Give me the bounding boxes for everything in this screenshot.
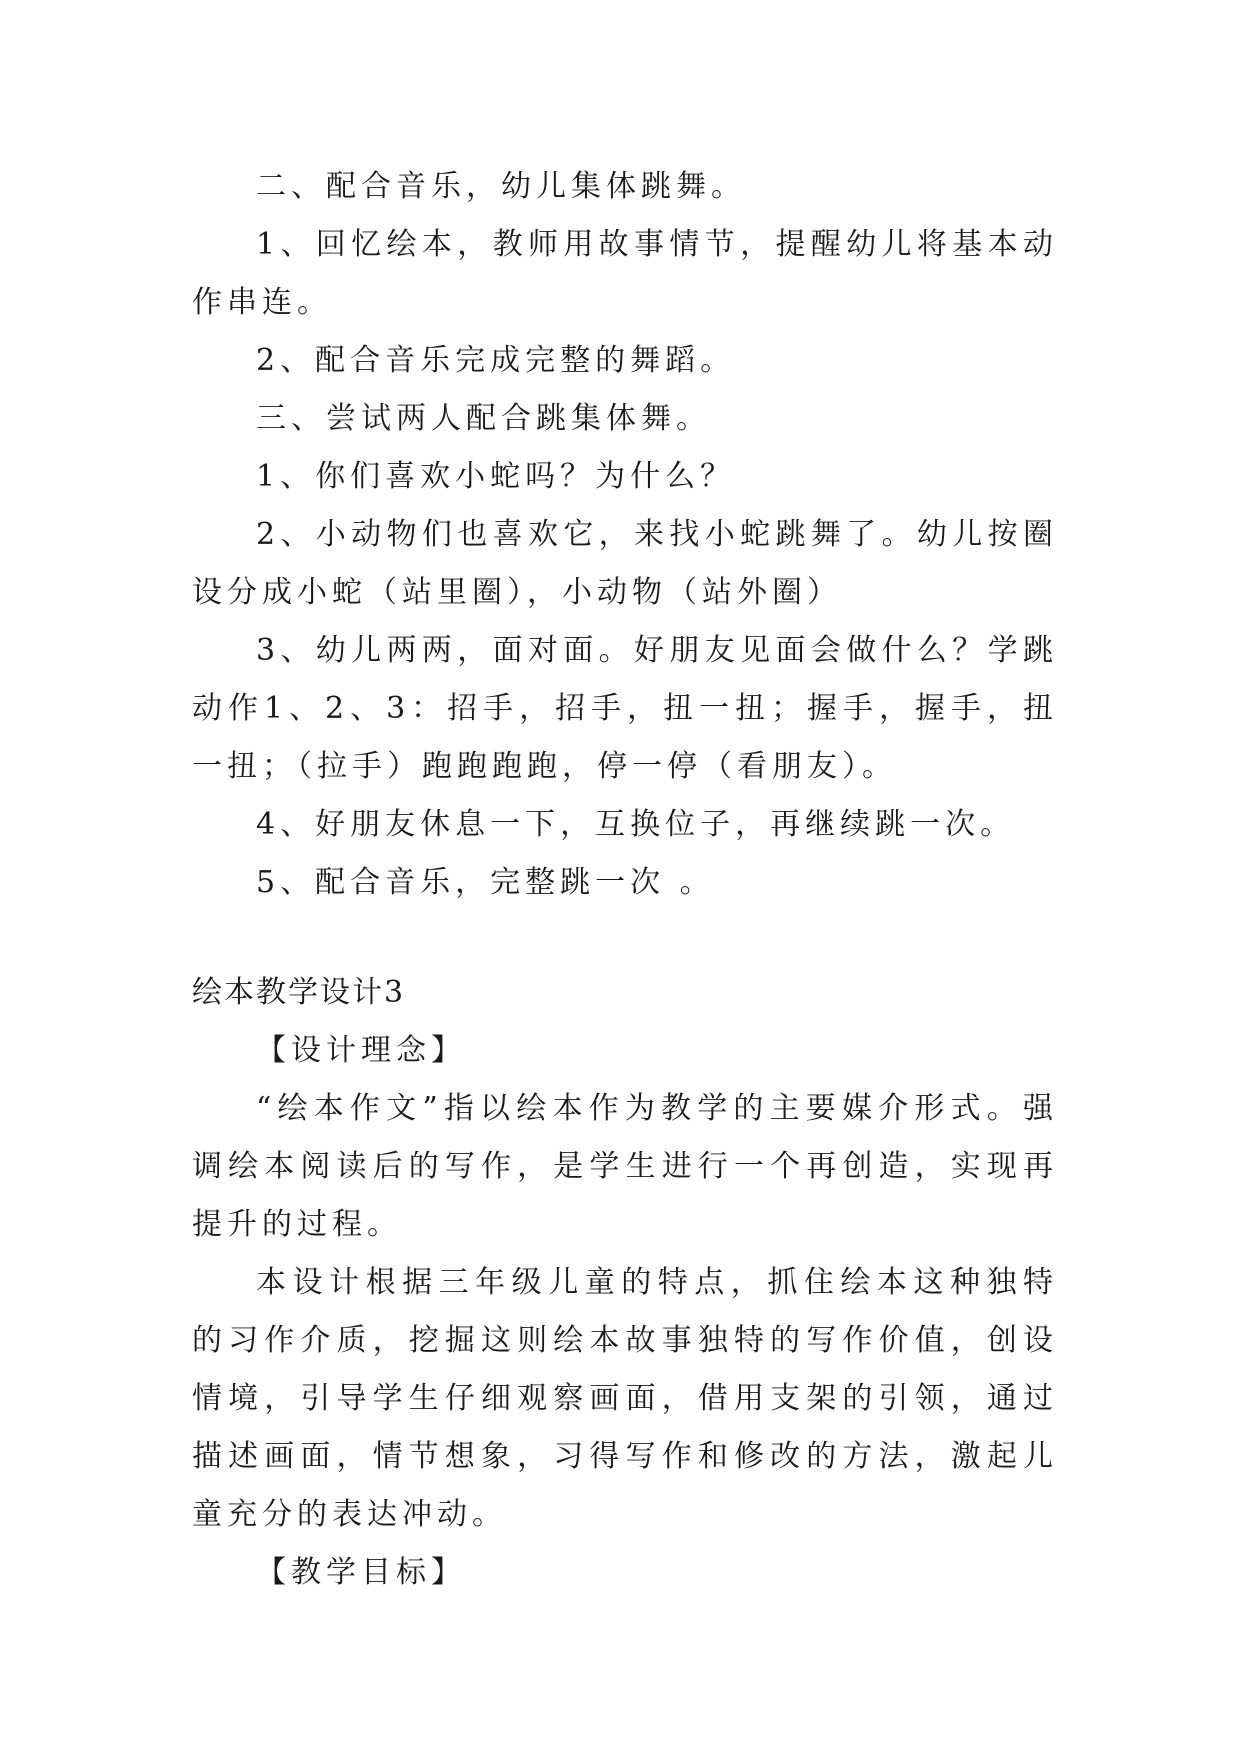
paragraph-dance-full-once: 5、配合音乐，完整跳一次 。 (256, 865, 715, 900)
paragraph-recall-picture-book: 1、回忆绘本，教师用故事情节，提醒幼儿将基本动作串连。 (192, 227, 1058, 320)
paragraph-animals-circle: 2、小动物们也喜欢它，来找小蛇跳舞了。幼儿按圈设分成小蛇（站里圈），小动物（站外圈） (192, 517, 1058, 610)
paragraph-swap-positions: 4、好朋友休息一下，互换位子，再继续跳一次。 (256, 807, 1016, 842)
paragraph-dance-step-2: 二、配合音乐，幼儿集体跳舞。 (256, 169, 746, 204)
design-concept-heading: 【设计理念】 (256, 1033, 466, 1068)
paragraph-dance-step-3: 三、尝试两人配合跳集体舞。 (256, 401, 711, 436)
section-title: 绘本教学设计3 (192, 975, 406, 1010)
paragraph-design-description: 本设计根据三年级儿童的特点，抓住绘本这种独特的习作介质，挖掘这则绘本故事独特的写作价值，创设情境，引导学生仔细观察画面，借用支架的引领，通过描述画面，情节想象，习得写作和修改的方法，激起儿童充分的表达冲动。 (192, 1265, 1058, 1532)
paragraph-friends-face-to-face: 3、幼儿两两，面对面。好朋友见面会做什么？学跳动作1、2、3：招手，招手，扭一扭；握手，握手，扭一扭；（拉手）跑跑跑跑，停一停（看朋友）。 (192, 633, 1058, 784)
paragraph-complete-dance: 2、配合音乐完成完整的舞蹈。 (256, 343, 736, 378)
teaching-goals-heading: 【教学目标】 (256, 1555, 466, 1590)
document-body (192, 158, 1058, 1602)
paragraph-like-snake-question: 1、你们喜欢小蛇吗？为什么？ (256, 459, 736, 494)
paragraph-picture-book-writing: “绘本作文”指以绘本作为教学的主要媒介形式。强调绘本阅读后的写作，是学生进行一个再创造，实现再提升的过程。 (192, 1091, 1058, 1242)
